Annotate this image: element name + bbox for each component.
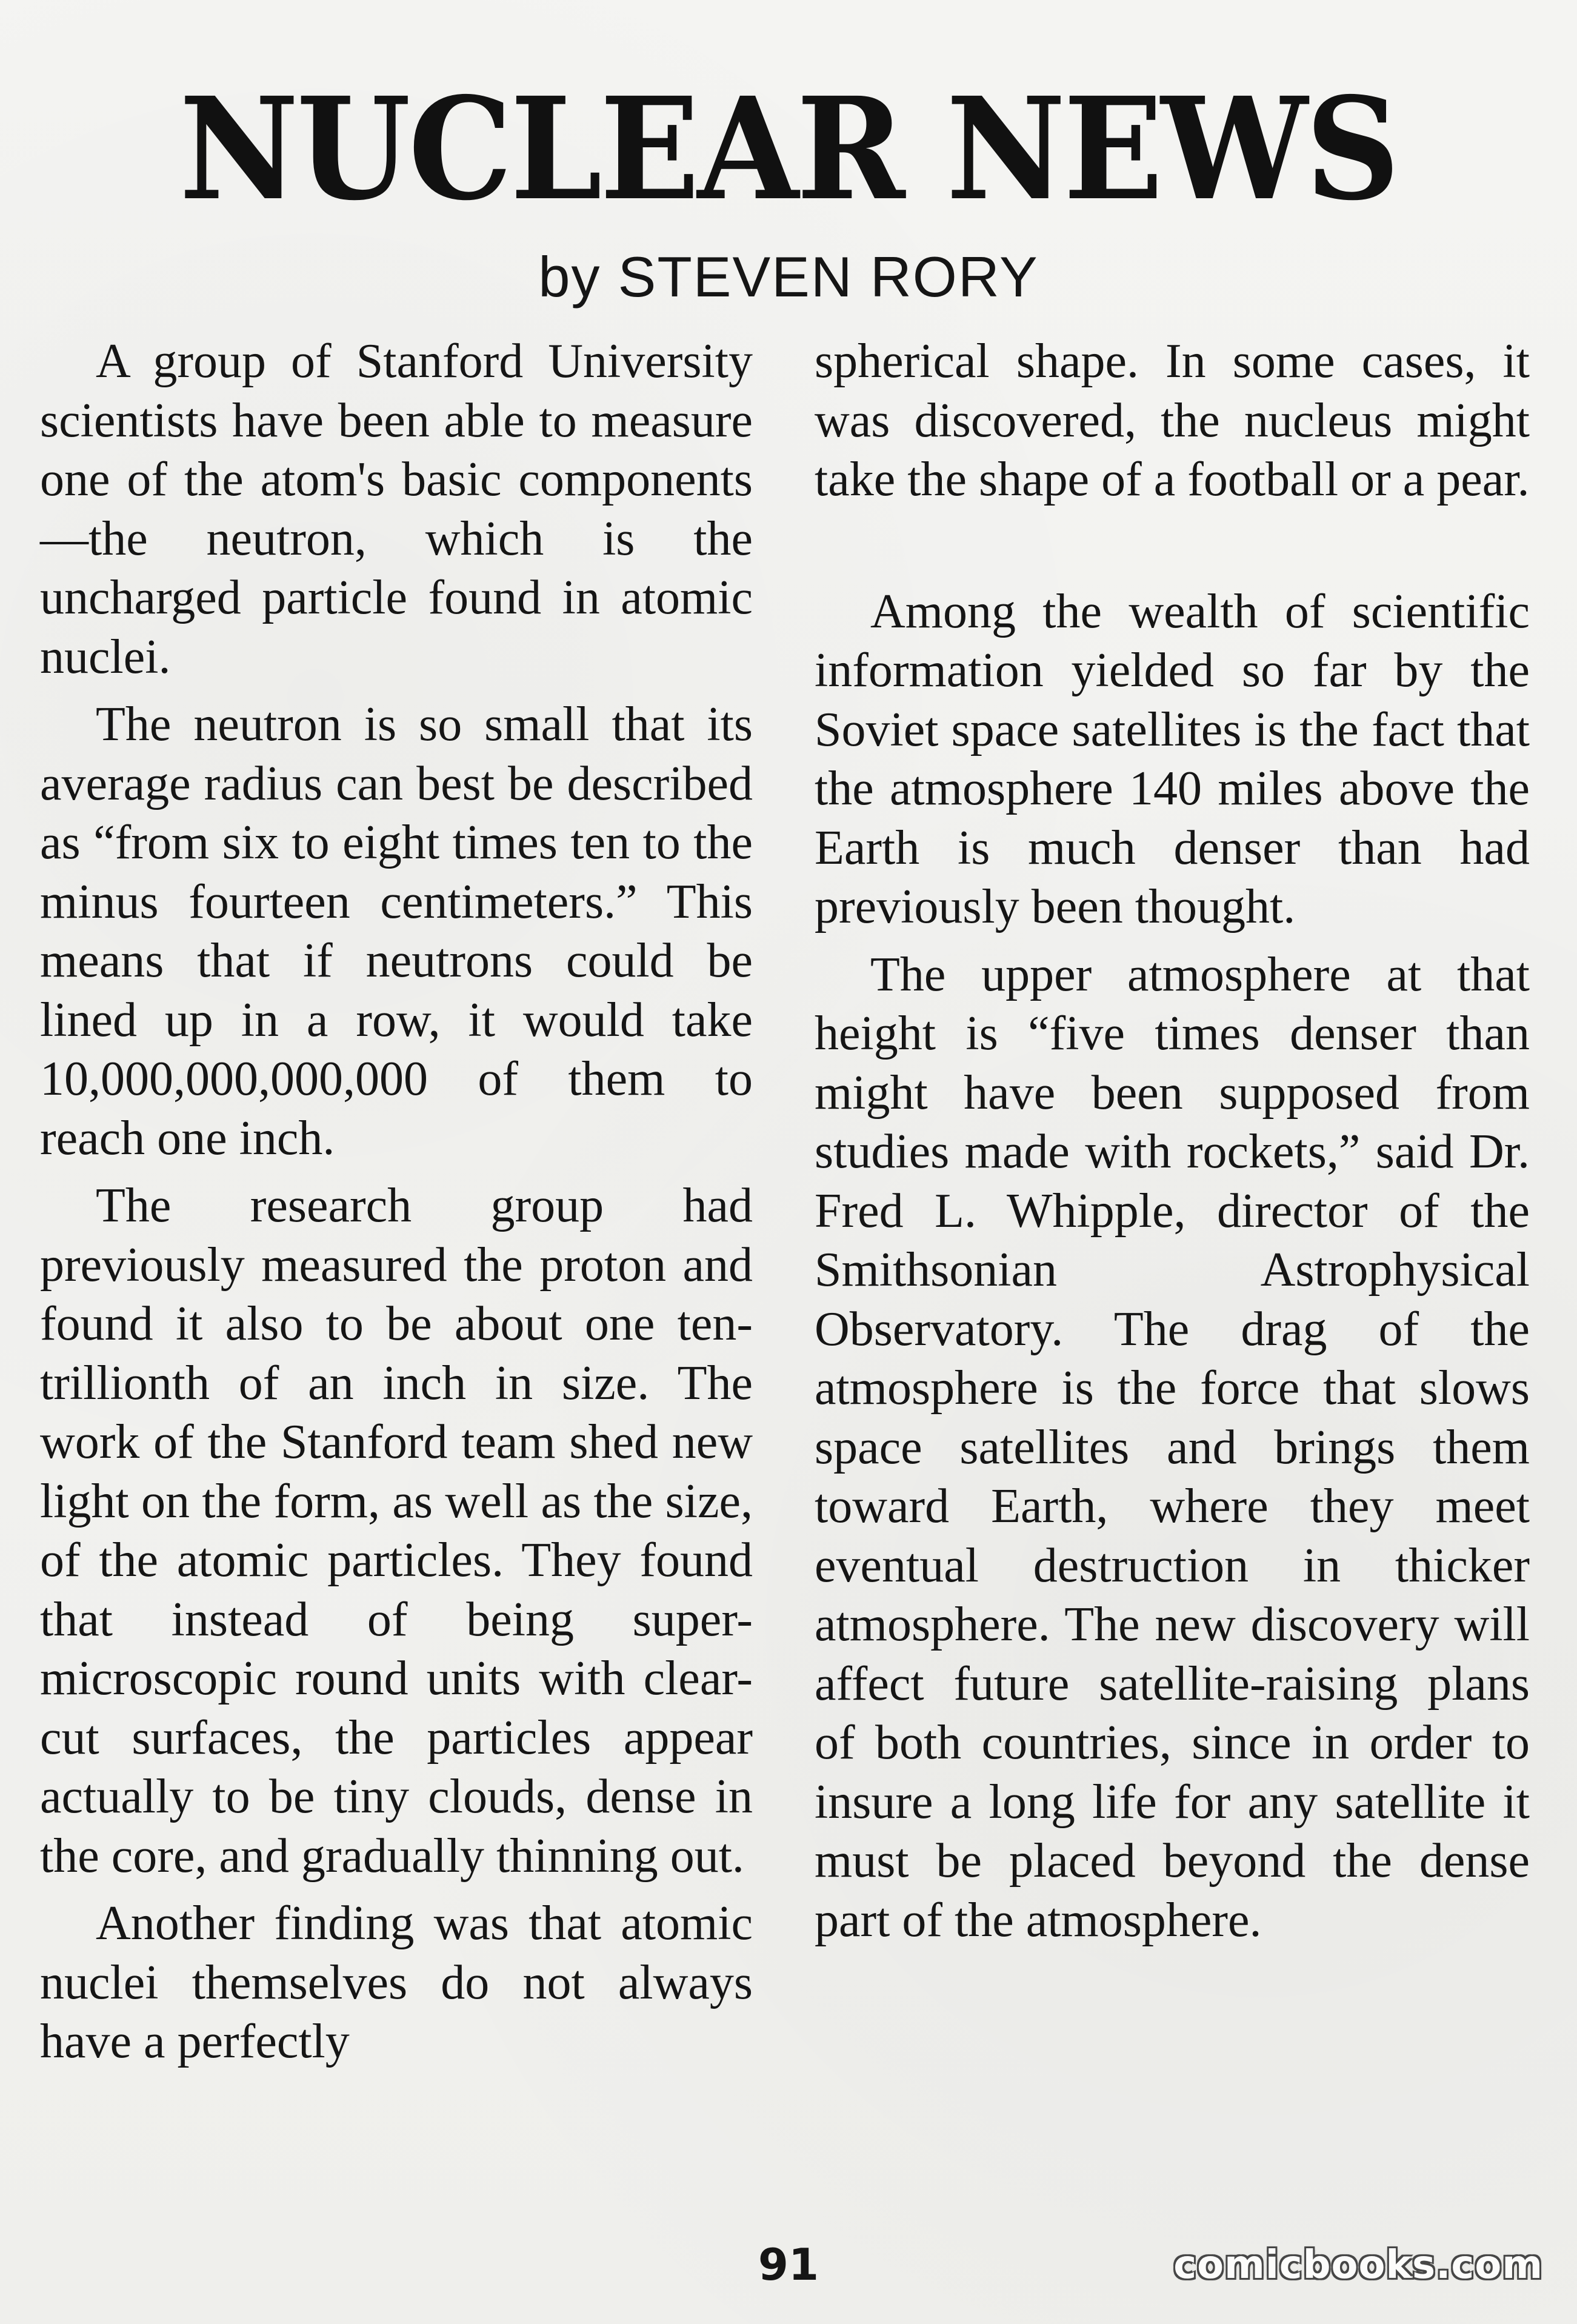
- article-title: NUCLEAR NEWS: [179, 66, 1398, 232]
- right-column: [815, 332, 1530, 1958]
- left-column: [40, 332, 753, 2080]
- paragraph: Another finding was that atomic nuclei themselves do not always have a perfectly: [40, 1897, 753, 2068]
- paragraph: Among the wealth of scientific information yielded so far by the Soviet space satellites is the fact that the atmosphere 140 miles above the Earth is much denser than had previously been thought.: [815, 584, 1530, 933]
- paragraph: The research group had previously measured the proton and found it also to be about one ten-trillionth of an inch in size. The work of the Stanford team shed new light on the form, as well as the size, of the atomic particles. They found that instead of being super-microscopic round units with clear-cut surfaces, the particles appear actually to be tiny clouds, dense in the core, and gradually thinning out.: [40, 1179, 753, 1883]
- watermark-logo: comicbooks.com: [1173, 2243, 1543, 2288]
- paragraph: The neutron is so small that its average radius can best be described as “from six to eight times ten to the minus fourteen centimeters.” This means that if neutrons could be lined up in a row, it would take 10,000,000,000,000 of them to reach one inch.: [40, 698, 753, 1165]
- page-number: 91: [758, 2239, 819, 2290]
- paragraph: The upper atmosphere at that height is “five times denser than might have been supposed from studies made with rockets,” said Dr. Fred L. Whipple, director of the Smithsonian Astrophysical Observatory. The drag of the atmosphere is the force that slows space satellites and brings them toward Earth, where they meet eventual destruction in thicker atmosphere. The new discovery will affect future satellite-raising plans of both countries, since in order to insure a long life for any satellite it must be placed beyond the dense part of the atmosphere.: [815, 947, 1530, 1947]
- paragraph: spherical shape. In some cases, it was discovered, the nucleus might take the shape of a football or a pear.: [815, 335, 1530, 506]
- article-byline: by STEVEN RORY: [538, 245, 1039, 309]
- paragraph: A group of Stanford University scientists have been able to measure one of the atom's basic components—the neutron, which is the uncharged particle found in atomic nuclei.: [40, 335, 753, 684]
